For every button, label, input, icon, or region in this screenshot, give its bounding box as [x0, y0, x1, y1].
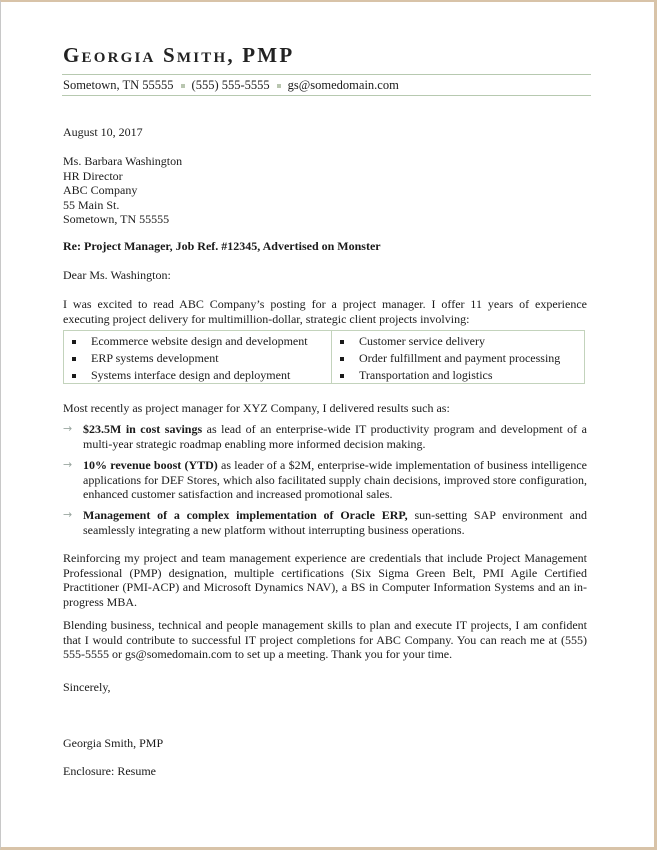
result-item — [63, 458, 587, 502]
credentials-paragraph: Reinforcing my project and team management experience are credentials that include Project Management Professional (PMP) designation, multiple certifications (Six Sigma Green Belt, PMI Agile Certified Practitioner (PMI-ACP) and Microsoft Dynamics NAV), a BS in Computer Information Systems and an in-progress MBA. — [63, 551, 587, 609]
separator-dot-icon — [181, 84, 185, 88]
result-text — [83, 508, 587, 537]
skill-text: ERP systems development — [91, 351, 219, 365]
signoff: Sincerely, — [63, 680, 111, 694]
skill-text: Ecommerce website design and development — [91, 334, 308, 348]
skill-item — [332, 350, 584, 367]
signature: Georgia Smith, PMP — [63, 736, 164, 750]
contact-line — [63, 78, 399, 93]
skills-column-left — [64, 331, 332, 383]
contact-phone: (555) 555-5555 — [191, 78, 270, 92]
skills-column-right — [332, 331, 584, 383]
result-item — [63, 508, 587, 537]
result-text — [83, 458, 587, 502]
results-intro: Most recently as project manager for XYZ Company, I delivered results such as: — [63, 401, 450, 415]
skill-text: Order fulfillment and payment processing — [359, 351, 561, 365]
square-bullet-icon — [72, 357, 76, 361]
square-bullet-icon — [340, 340, 344, 344]
result-item — [63, 422, 587, 451]
skill-item — [64, 350, 331, 367]
enclosure-note: Enclosure: Resume — [63, 764, 156, 778]
arrow-right-icon: → — [63, 422, 73, 435]
separator-dot-icon — [277, 84, 281, 88]
skill-item — [64, 333, 331, 350]
result-highlight: Management of a complex implementation of Oracle ERP, — [83, 508, 408, 522]
recipient-name: Ms. Barbara Washington — [63, 154, 183, 168]
skill-item — [64, 367, 331, 384]
recipient-city: Sometown, TN 55555 — [63, 212, 170, 226]
recipient-address — [63, 154, 587, 227]
intro-paragraph: I was excited to read ABC Company’s posting for a project manager. I offer 11 years of experience executing project delivery for multimillion-dollar, strategic client projects involving: — [63, 297, 587, 326]
result-detail: sun-setting SAP environment and seamlessly integrating a new platform without interrupting business operations. — [83, 508, 587, 537]
skill-item — [332, 367, 584, 384]
square-bullet-icon — [72, 374, 76, 378]
recipient-title: HR Director — [63, 168, 123, 183]
header-divider-bottom — [62, 95, 591, 96]
skill-text: Transportation and logistics — [359, 368, 493, 382]
square-bullet-icon — [72, 340, 76, 344]
arrow-right-icon: → — [63, 458, 73, 471]
skill-text: Customer service delivery — [359, 334, 485, 348]
result-highlight: $23.5M in cost savings — [83, 422, 203, 436]
subject-line: Re: Project Manager, Job Ref. #12345, Advertised on Monster — [63, 239, 381, 253]
arrow-right-icon: → — [63, 508, 73, 521]
closing-paragraph: Blending business, technical and people management skills to plan and execute IT projects, I am confident that I would contribute to successful IT project completions for ABC Company. You can reach me at (555) 555-5555 or gs@somedomain.com to set up a meeting. Thank you for your time. — [63, 618, 587, 661]
contact-city: Sometown, TN 55555 — [63, 78, 174, 92]
skill-item — [332, 333, 584, 350]
recipient-company: ABC Company — [63, 183, 138, 197]
result-highlight: 10% revenue boost (YTD) — [83, 458, 218, 472]
salutation: Dear Ms. Washington: — [63, 268, 171, 282]
square-bullet-icon — [340, 357, 344, 361]
skills-table — [63, 330, 585, 384]
header-divider-top — [62, 74, 591, 75]
result-detail: as leader of a $2M, enterprise-wide implementation of business intelligence applications for DEF Stores, which also facilitated supply chain decisions, improved store configuration, enhanced customer satisfaction and increased promotional sales. — [83, 458, 587, 501]
recipient-street: 55 Main St. — [63, 197, 120, 212]
skill-text: Systems interface design and deployment — [91, 368, 291, 382]
sender-name: Georgia Smith, PMP — [63, 43, 295, 67]
square-bullet-icon — [340, 374, 344, 378]
result-detail: as lead of an enterprise-wide IT productivity program and development of a multi-year strategic roadmap enabling more informed decision making. — [83, 422, 587, 451]
letter-date: August 10, 2017 — [63, 125, 143, 139]
result-text — [83, 422, 587, 451]
contact-email: gs@somedomain.com — [287, 78, 399, 92]
